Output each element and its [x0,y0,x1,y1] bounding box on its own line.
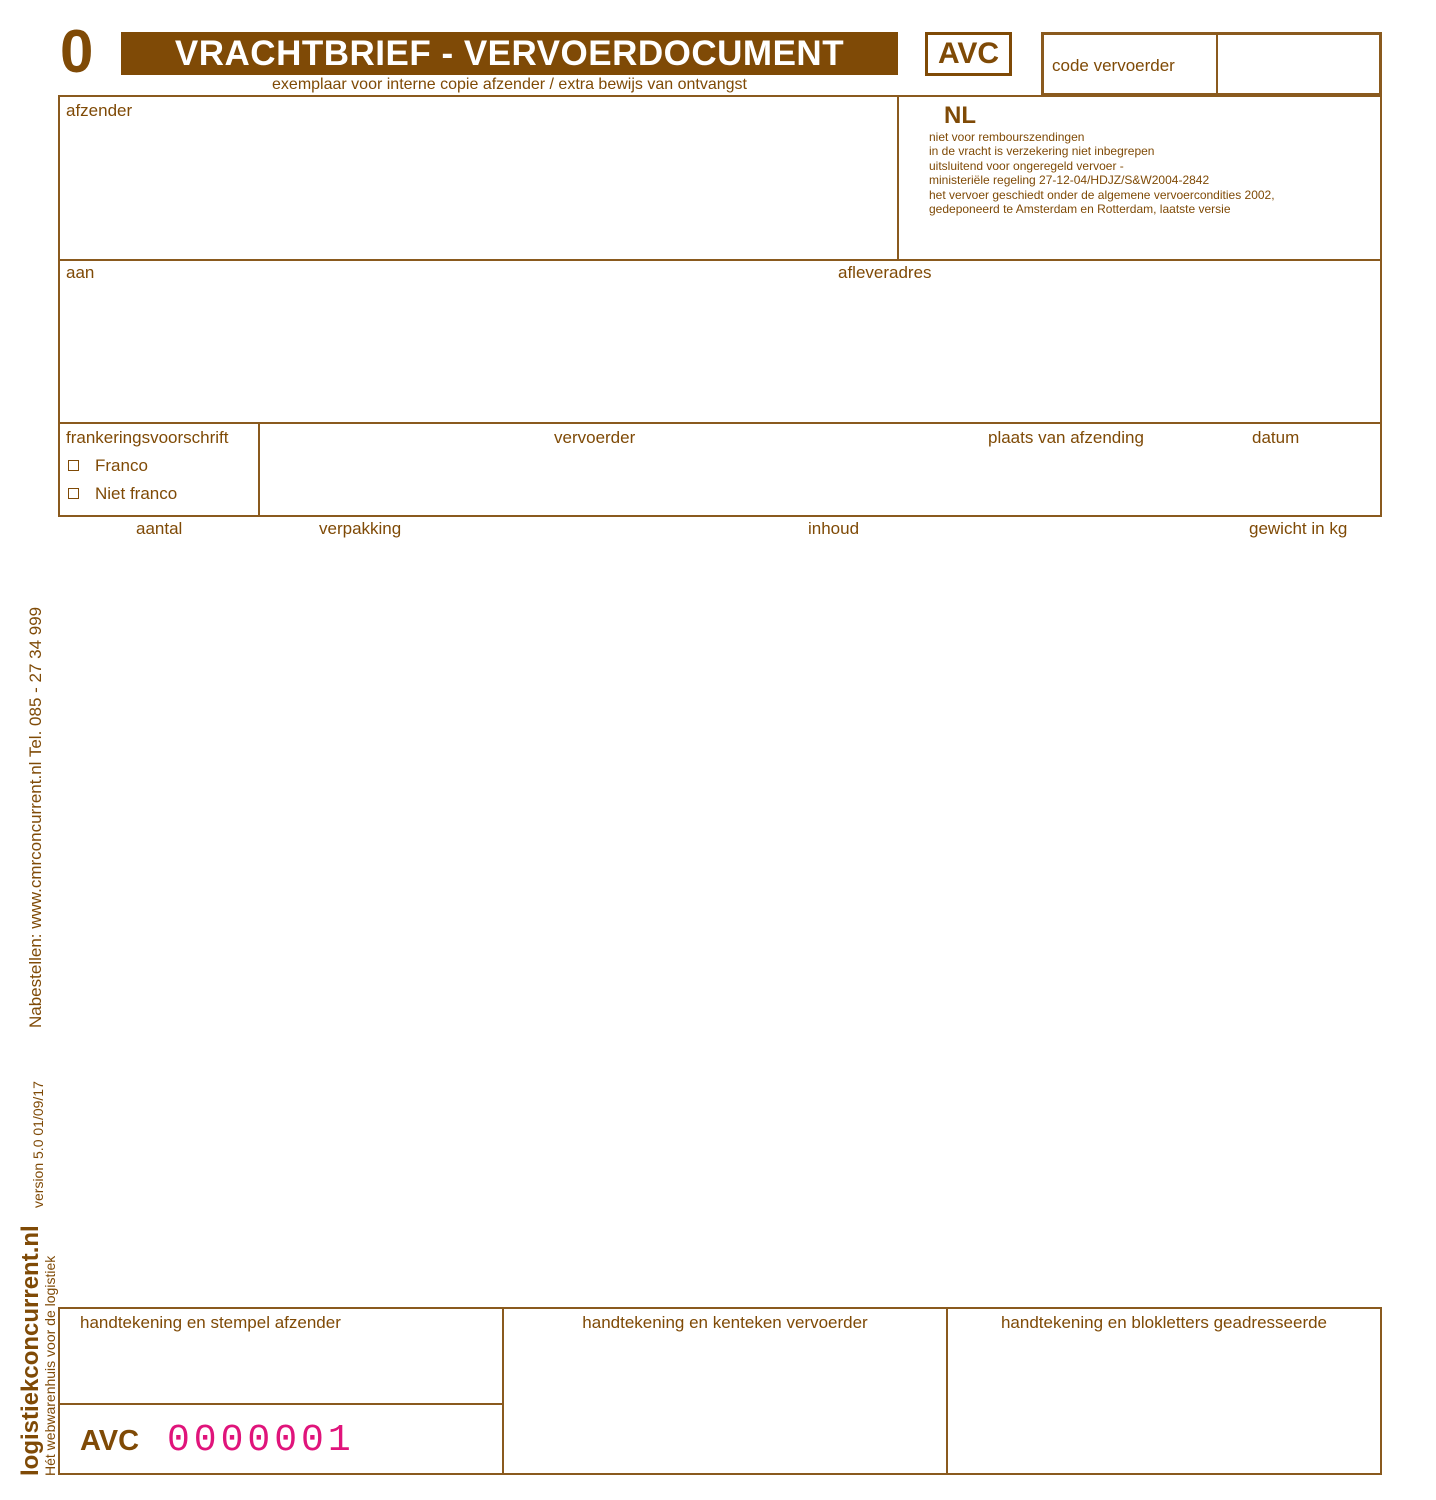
sender-signature-field[interactable] [62,1340,500,1400]
place-of-dispatch-field[interactable] [970,450,1230,514]
brand-logo-text: logistiekconcurrent.nl [17,1225,44,1476]
carrier-signature-field[interactable] [506,1340,944,1472]
carrier-signature-label: handtekening en kenteken vervoerder [582,1313,868,1332]
note-line: ministeriële regeling 27-12-04/HDJZ/S&W2004-2842 [929,173,1210,188]
note-line: het vervoer geschiedt onder de algemene vervoercondities 2002, [929,187,1275,202]
consignee-signature-label: handtekening en blokletters geadresseerde [1000,1313,1328,1332]
divider-sender-to [58,259,1382,261]
delivery-address-label: afleveradres [838,263,932,282]
not-franco-option[interactable] [68,484,177,504]
copy-number: 0 [60,18,94,85]
divider-sender-notes [897,95,899,260]
contents-column-header: inhoud [808,519,860,538]
document-subtitle: exemplaar voor interne copie afzender / extra bewijs van ontvangst [272,76,747,93]
brand-tagline: Hét webwarenhuis voor de logistiek [42,1255,58,1476]
sender-label: afzender [66,101,133,120]
not-franco-checkbox[interactable] [68,488,79,499]
franco-checkbox[interactable] [68,460,79,471]
note-line: in de vracht is verzekering niet inbegrepen [929,144,1155,159]
quantity-column-header: aantal [136,519,183,538]
franco-label: Franco [95,456,148,475]
note-line: niet voor rembourszendingen [929,130,1085,144]
consignee-signature-field[interactable] [950,1340,1378,1472]
serial-divider [58,1403,504,1405]
weight-column-header: gewicht in kg [1249,519,1348,538]
serial-number: 0000001 [167,1419,355,1462]
code-carrier-label: code vervoerder [1052,56,1175,75]
goods-area[interactable] [60,548,1380,1298]
sender-field[interactable] [60,125,895,257]
postage-label: frankeringsvoorschrift [66,428,229,447]
code-badge: AVC [925,32,1012,76]
carrier-label: vervoerder [554,428,636,447]
conditions-notes [929,130,1275,216]
to-label: aan [66,263,95,282]
delivery-address-field[interactable] [830,287,1380,420]
divider-postage-carrier [258,422,260,517]
carrier-field[interactable] [262,450,962,514]
place-of-dispatch-label: plaats van afzending [988,428,1144,447]
to-field[interactable] [60,287,820,420]
not-franco-label: Niet franco [95,484,178,503]
document-title: VRACHTBRIEF - VERVOERDOCUMENT [121,32,898,75]
franco-option[interactable] [68,456,148,476]
date-label: datum [1252,428,1300,447]
date-field[interactable] [1235,450,1380,514]
divider-to-postage [58,422,1382,424]
avc-footer-label: AVC [80,1425,140,1457]
code-carrier-divider [1216,32,1218,96]
country-code: NL [944,102,976,129]
version-info: version 5.0 01/09/17 [30,1081,46,1208]
order-info: Nabestellen: www.cmrconcurrent.nl Tel. 085 - 27 34 999 [26,606,45,1028]
note-line: gedeponeerd te Amsterdam en Rotterdam, laatste versie [929,202,1231,217]
sender-signature-label: handtekening en stempel afzender [80,1313,341,1332]
note-line: uitsluitend voor ongeregeld vervoer - [929,158,1124,173]
packaging-column-header: verpakking [319,519,402,538]
